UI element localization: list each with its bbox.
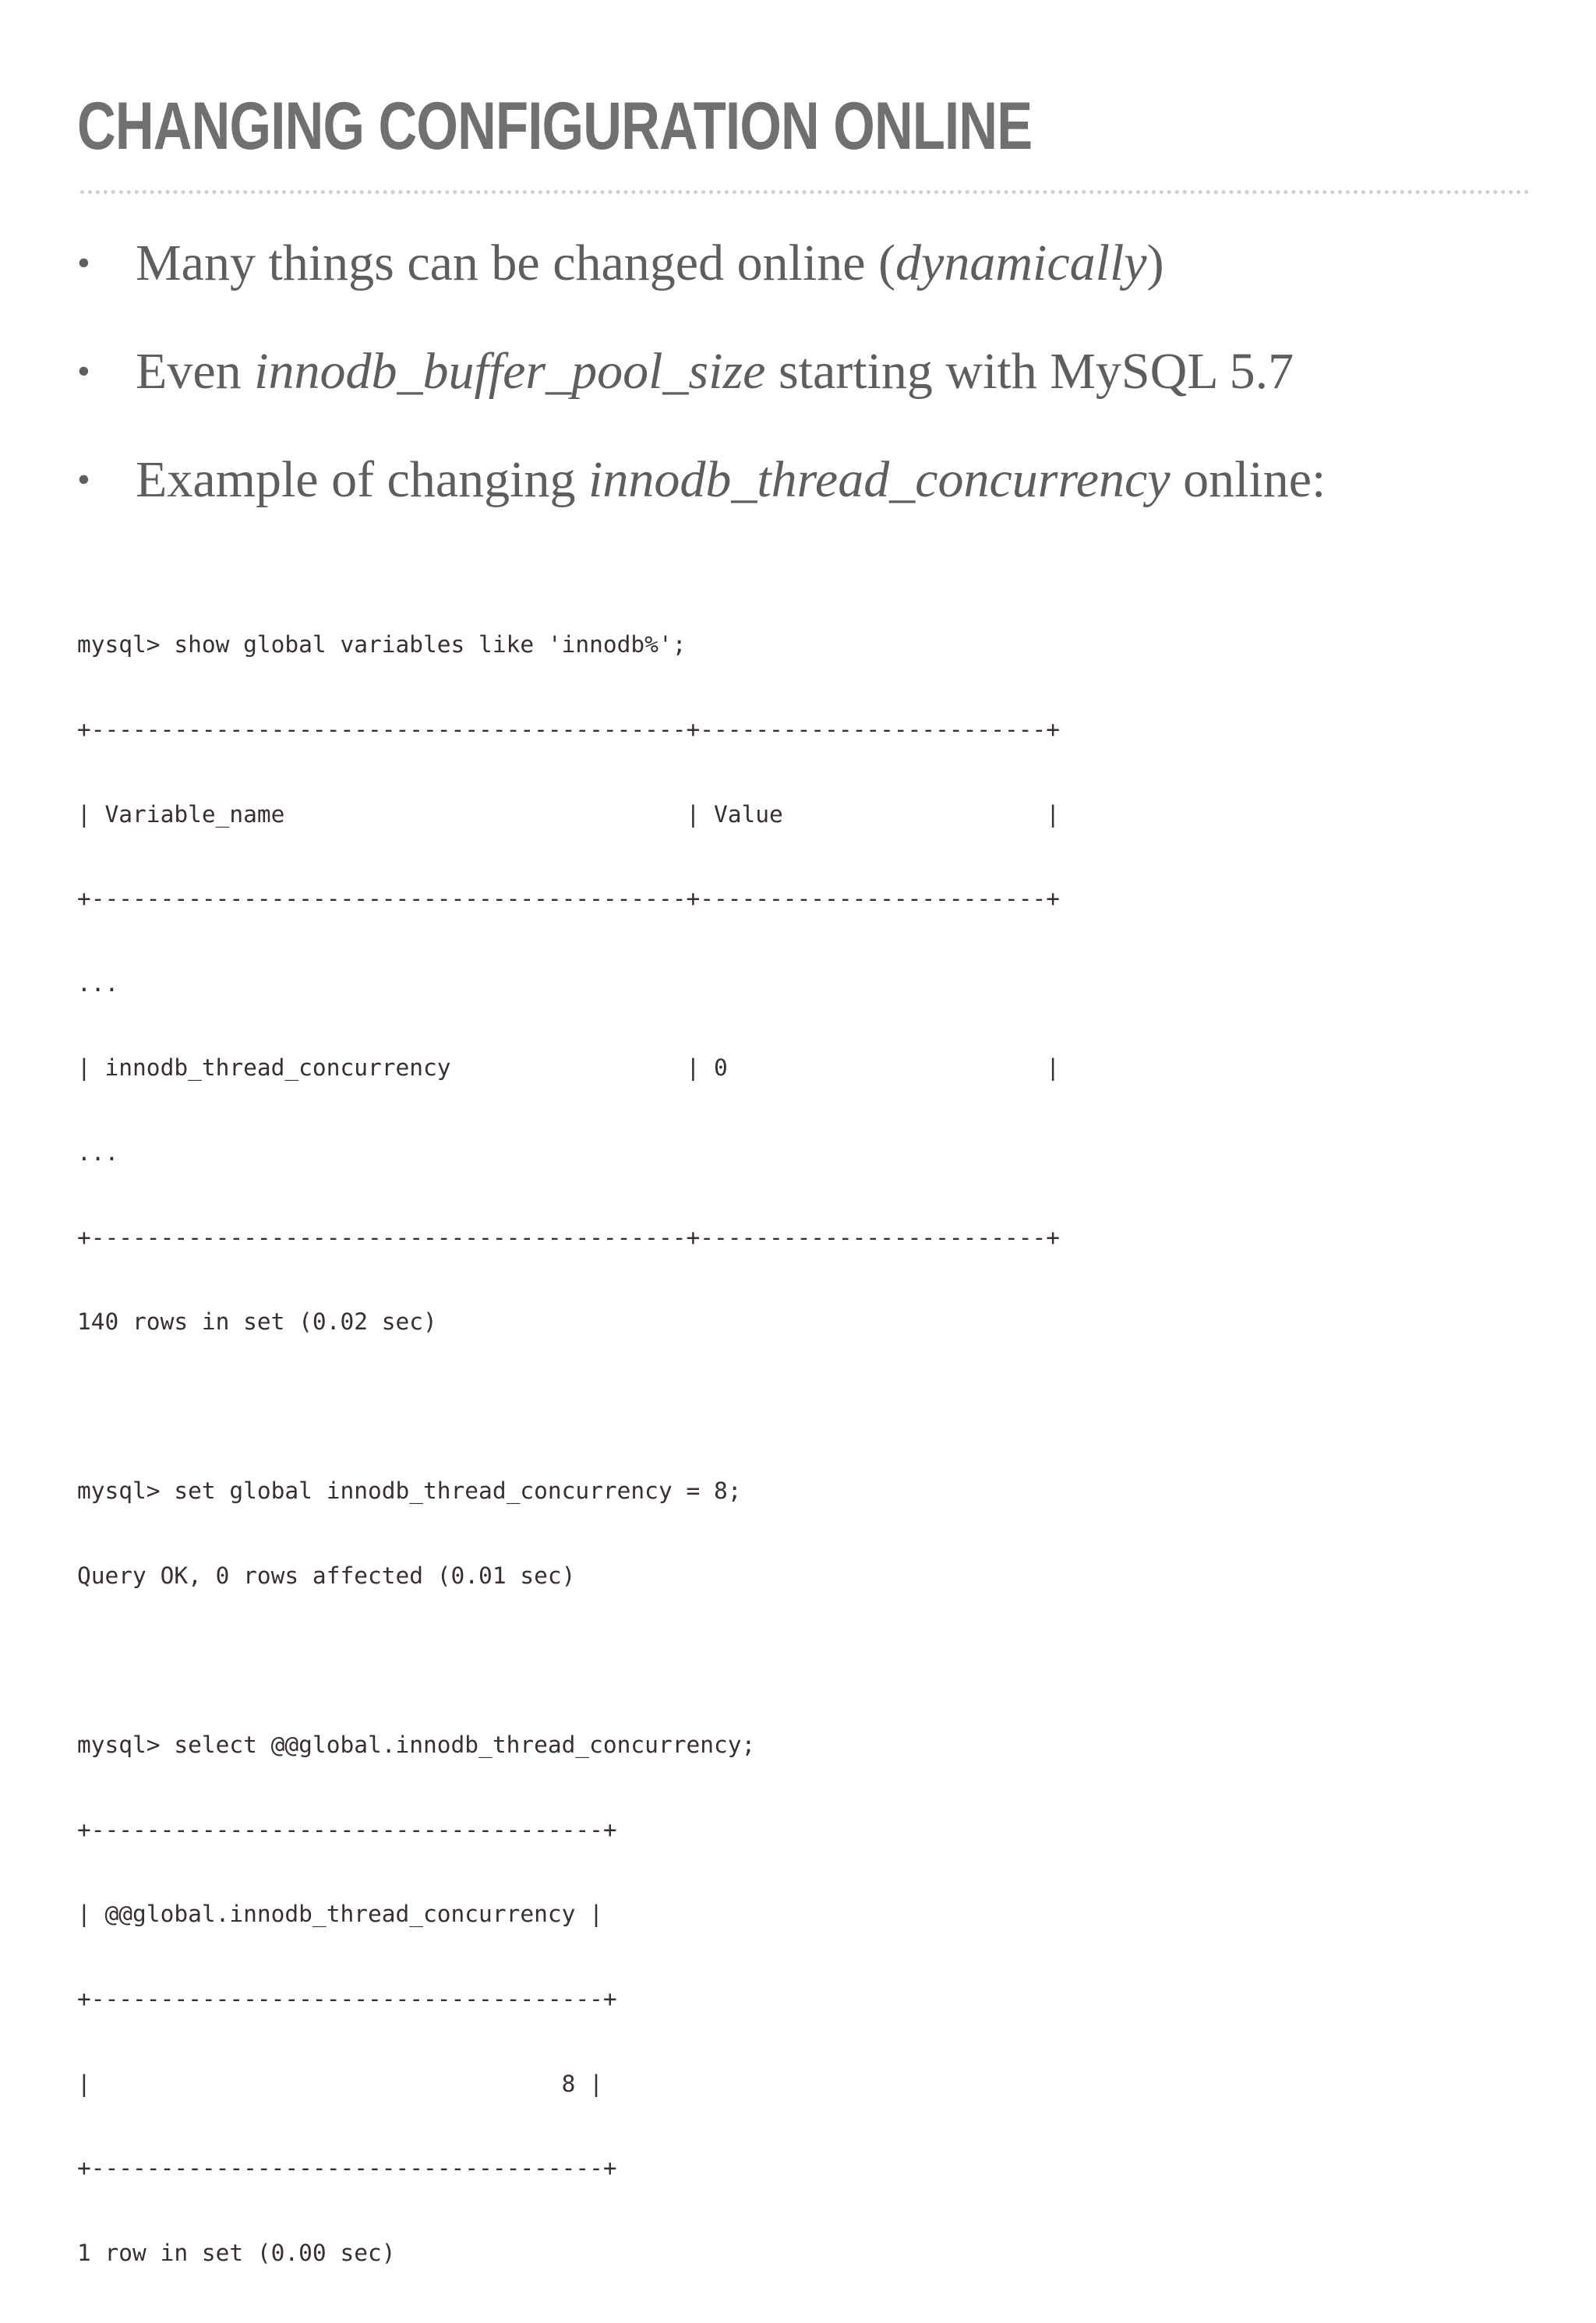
terminal-line: | innodb_thread_concurrency | 0 | (77, 1054, 1060, 1082)
terminal-line: mysql> set global innodb_thread_concurrency = 8; (77, 1477, 742, 1505)
terminal-line: +-------------------------------------+ (77, 1985, 617, 2012)
terminal-line: | 8 | (77, 2070, 603, 2097)
terminal-line: +-------------------------------------------+-------------------------+ (77, 1223, 1060, 1251)
bullet-text: Even innodb_buffer_pool_size starting with MySQL 5.7 (136, 343, 1294, 400)
terminal-line: 140 rows in set (0.02 sec) (77, 1308, 437, 1336)
terminal-line: +-------------------------------------------+-------------------------+ (77, 885, 1060, 913)
bullet-text: Many things can be changed online (dynamically) (136, 235, 1164, 291)
terminal-output (77, 574, 1060, 2323)
terminal-line: +-------------------------------------+ (77, 2155, 617, 2182)
terminal-gap (77, 1647, 1060, 1675)
title-divider (80, 190, 1530, 194)
terminal-line: 1 row in set (0.00 sec) (77, 2239, 396, 2266)
terminal-line: | @@global.innodb_thread_concurrency | (77, 1901, 603, 1928)
terminal-line: Query OK, 0 rows affected (0.01 sec) (77, 1562, 576, 1589)
terminal-line: +-------------------------------------------+-------------------------+ (77, 716, 1060, 743)
terminal-line: ... (77, 1139, 119, 1166)
terminal-gap (77, 1393, 1060, 1421)
bullet-text: Example of changing innodb_thread_concurrency online: (136, 451, 1326, 508)
terminal-line: ... (77, 969, 119, 997)
bullet-dot-icon: • (77, 351, 90, 392)
slide-title: CHANGING CONFIGURATION ONLINE (77, 89, 1033, 164)
terminal-line: | Variable_name | Value | (77, 800, 1060, 828)
bullet-dot-icon: • (77, 459, 90, 500)
bullet-dot-icon: • (77, 242, 90, 284)
terminal-line: mysql> show global variables like 'innodb%'; (77, 631, 687, 658)
terminal-line: +-------------------------------------+ (77, 1816, 617, 1843)
terminal-line: mysql> select @@global.innodb_thread_concurrency; (77, 1732, 756, 1759)
